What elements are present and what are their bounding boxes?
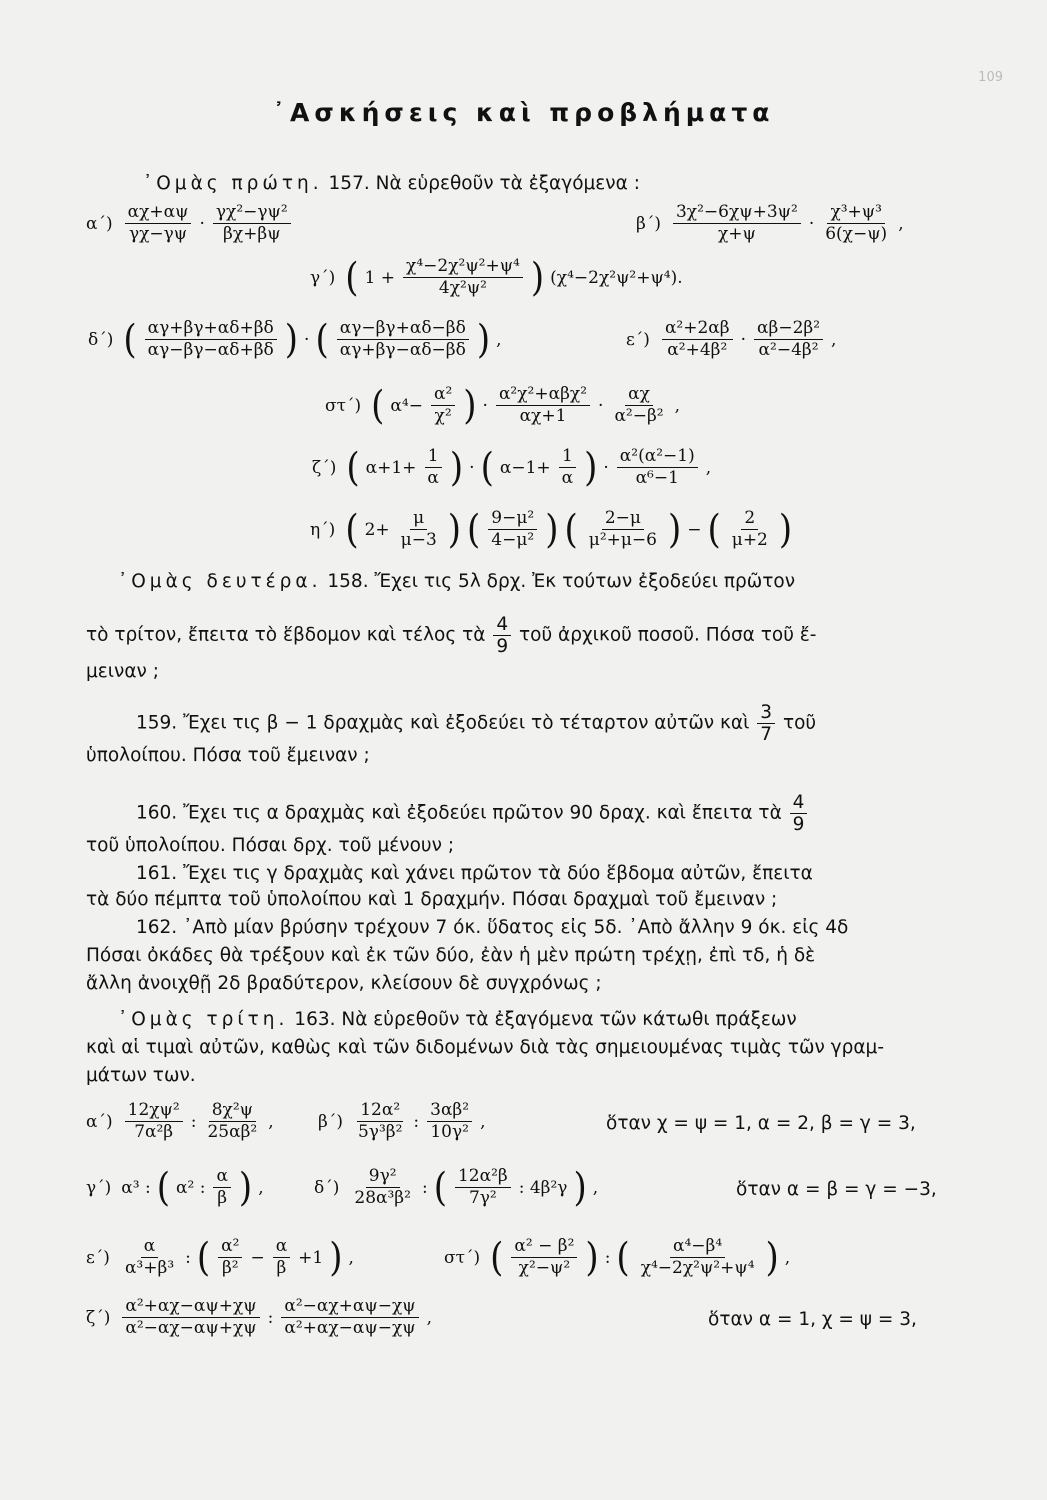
fraction: $\frac{\text{α²+2αβ}}{\text{α²+4β²}}$ [662,318,733,361]
fraction: $\frac{\text{8χ²ψ}}{\text{25αβ²}}$ [207,1100,258,1142]
fraction: $\frac{2-\mu}{\text{μ²+μ−6}}$ [588,508,657,550]
label: ε΄) [626,329,650,350]
problem-162-line2: Πόσαι ὀκάδες θὰ τρέξουν καὶ ἐκ τῶν δύο, ἐὰν ἡ μὲν πρώτη τρέχῃ, ἐπὶ τδ, ἡ δὲ [86,945,816,966]
problem-163-line1: ᾿Ομὰς τρίτη. 163. Νὰ εὑρεθοῦν τὰ ἐξαγόμενα τῶν κάτωθι πράξεων [118,1009,797,1030]
fraction: $\frac{\text{α²(α²−1)}}{\text{α⁶−1}}$ [617,446,698,489]
fraction: $\frac{\text{12χψ²}}{\text{7α²β}}$ [125,1100,183,1143]
label: δ΄) [314,1177,340,1198]
fraction: $\frac{\text{9−μ²}}{\text{4−μ²}}$ [488,508,537,551]
fraction: $\frac{\text{α²}}{\text{β²}}$ [218,1236,242,1279]
problem-160-line1: 160. Ἔχει τις α δραχμὰς καὶ ἐξοδεύει πρῶτον 90 δραχ. καὶ ἔπειτα τὰ $\frac{4}{9}$ [136,792,809,835]
condition-3: ὅταν α = 1, χ = ψ = 3, [708,1309,917,1330]
fraction: $\frac{\text{α⁴−β⁴}}{\text{χ⁴−2χ²ψ²+ψ⁴}}$ [640,1236,755,1278]
fraction: $\frac{\text{α²}}{\text{χ²}}$ [431,384,455,427]
fraction: $\frac{\text{3χ²−6χψ+3ψ²}}{\chi+\psi}$ [673,202,801,245]
fraction: $\frac{\alpha}{\text{α³+β³}}$ [124,1236,175,1278]
fraction: $\frac{\text{12α²}}{\text{5γ³β²}}$ [357,1100,403,1142]
label: στ΄) [444,1247,481,1268]
condition-2: ὅταν α = β = γ = −3, [736,1179,937,1200]
fraction: $\frac{\text{χ³+ψ³}}{6(\chi-\psi)}$ [825,202,888,244]
fraction: $\frac{1}{\alpha}$ [559,446,576,489]
problem-163-line3: μάτων των. [86,1065,196,1086]
exercise-163b: β΄) $\frac{\text{12α²}}{\text{5γ³β²}}$ : $\frac{\text{3αβ²}}{\text{10γ²}}$ , [318,1100,486,1142]
text: 158. Ἔχει τις 5λ δρχ. Ἐκ τούτων ἐξοδεύει πρῶτον [327,571,796,592]
exercise-157g: γ΄) ( 1 + $\frac{\text{χ⁴−2χ²ψ²+ψ⁴}}{\text{4χ²ψ²}}$ ) (χ⁴−2χ²ψ²+ψ⁴). [310,254,683,301]
fraction: $\frac{\text{9γ²}}{\text{28α³β²}}$ [354,1166,411,1208]
group2-heading: ᾿Ομὰς δευτέρα. [118,571,322,592]
exercise-157b: β΄) $\frac{\text{3χ²−6χψ+3ψ²}}{\chi+\psi}$ · $\frac{\text{χ³+ψ³}}{6(\chi-\psi)}$ , [636,202,904,244]
label: α΄) [86,1111,113,1132]
problem-162-line1: 162. ᾿Απὸ μίαν βρύσην τρέχουν 7 όκ. ὕδατος εἰς 5δ. ᾿Απὸ ἄλλην 9 όκ. εἰς 4δ [136,917,849,938]
fraction: $\frac{\text{α²χ²+αβχ²}}{\alpha\chi+1}$ [496,384,590,427]
problem-160-line2: τοῦ ὑπολοίπου. Πόσαι δρχ. τοῦ μένουν ; [86,835,455,856]
exercise-157e: ε΄) $\frac{\text{α²+2αβ}}{\text{α²+4β²}}$ · $\frac{\text{αβ−2β²}}{\text{α²−4β²}}$ , [626,318,837,360]
label: ζ΄) [86,1307,111,1328]
page-title: ᾿Ασκήσεις καὶ προβλήματα [272,98,775,127]
problem-162-line3: ἄλλη ἀνοιχθῇ 2δ βραδύτερον, κλείσουν δὲ συγχρόνως ; [86,973,602,994]
fraction: $\frac{\alpha}{\beta}$ [213,1166,230,1209]
problem-159-line1: 159. Ἔχει τις β − 1 δραχμὰς καὶ ἐξοδεύει τὸ τέταρτον αὐτῶν καὶ $\frac{3}{7}$ τοῦ [136,702,817,745]
exercise-163d: δ΄) $\frac{\text{9γ²}}{\text{28α³β²}}$ : ( $\frac{\text{12α²β}}{\text{7γ²}}$ : 4β²γ ) , [314,1164,599,1211]
exercise-157st: στ΄) ( α⁴− $\frac{\text{α²}}{\text{χ²}}$ ) · $\frac{\text{α²χ²+αβχ²}}{\alpha\chi+1}$ · $\frac{\alpha\chi}{\text{α²−β²}}$ , [325,382,681,429]
label: η΄) [310,519,336,540]
exercise-157h: η΄) ( 2+ $\frac{\mu}{\mu-3}$ ) ( $\frac{\text{9−μ²}}{\text{4−μ²}}$ ) ( $\frac{2-\mu}{\text{μ²+μ−6}}$ ) − ( $\frac{2}{\mu+2}$ ) [310,506,793,553]
exercise-163g: γ΄) α³ : ( α² : $\frac{\alpha}{\beta}$ ) , [86,1164,264,1211]
exercise-163e: ε΄) $\frac{\alpha}{\text{α³+β³}}$ : ( $\frac{\text{α²}}{\text{β²}}$ − $\frac{\alpha}{\beta}$ +1 ) , [86,1234,354,1281]
problem-159-line2: ὑπολοίπου. Πόσα τοῦ ἔμειναν ; [86,745,370,766]
exercise-157z: ζ΄) ( α+1+ $\frac{1}{\alpha}$ ) · ( α−1+ $\frac{1}{\alpha}$ ) · $\frac{\text{α²(α²−1)}}{\text{α⁶−1}}$ , [312,444,712,491]
fraction: $\frac{\text{α²−αχ+αψ−χψ}}{\text{α²+αχ−αψ−χψ}}$ [281,1296,418,1339]
label: β΄) [318,1111,343,1132]
exercise-163z: ζ΄) $\frac{\text{α²+αχ−αψ+χψ}}{\text{α²−αχ−αψ+χψ}}$ : $\frac{\text{α²−αχ+αψ−χψ}}{\text{α²+αχ−αψ−χψ}}$ , [86,1296,433,1338]
group3-heading: ᾿Ομὰς τρίτη. [118,1009,289,1030]
exercise-157a: α΄) $\frac{\alpha\chi+\alpha\psi}{\gamma\chi-\gamma\psi}$ · $\frac{\text{γχ²−γψ²}}{\beta\chi+\beta\psi}$ [86,202,293,245]
label: γ΄) [86,1177,112,1198]
label: α΄) [86,213,113,234]
exercise-157d: δ΄) ( $\frac{\alpha\gamma+\beta\gamma+\alpha\delta+\beta\delta}{\alpha\gamma-\beta\gamma-\alpha\delta+\beta\delta}$ ) · ( $\frac{\alpha\gamma-\beta\gamma+\alpha\delta-\beta\delta}{\alpha\gamma+\beta\gamma-\alpha\delta-\beta\delta}$ ) , [88,316,502,363]
fraction: $\frac{\text{γχ²−γψ²}}{\beta\chi+\beta\psi}$ [213,202,291,245]
exercise-163st: στ΄) ( $\frac{\text{α² − β²}}{\text{χ²−ψ²}}$ ) : ( $\frac{\text{α⁴−β⁴}}{\text{χ⁴−2χ²ψ²+ψ⁴}}$ ) , [444,1234,791,1281]
fraction: $\frac{\text{α² − β²}}{\text{χ²−ψ²}}$ [511,1236,577,1279]
fraction: $\frac{4}{9}$ [493,614,511,657]
problem-163-line2: καὶ αἱ τιμαὶ αὐτῶν, καθὼς καὶ τῶν διδομένων διὰ τὰς σημειουμένας τιμὰς τῶν γραμ- [86,1037,885,1058]
fraction: $\frac{\text{α²+αχ−αψ+χψ}}{\text{α²−αχ−αψ+χψ}}$ [122,1296,259,1339]
label: στ΄) [325,395,362,416]
page-number: 109 [978,70,1003,85]
fraction: $\frac{\text{3αβ²}}{\text{10γ²}}$ [427,1100,472,1143]
fraction: $\frac{\text{αβ−2β²}}{\text{α²−4β²}}$ [754,318,823,361]
fraction: $\frac{4}{9}$ [790,792,808,835]
fraction: $\frac{\mu}{\mu-3}$ [400,508,437,550]
problem-161-line1: 161. Ἔχει τις γ δραχμὰς καὶ χάνει πρῶτον τὰ δύο ἕβδομα αὐτῶν, ἔπειτα [136,863,813,884]
label: δ΄) [88,329,114,350]
fraction: $\frac{\text{12α²β}}{\text{7γ²}}$ [455,1166,511,1209]
label: γ΄) [310,267,336,288]
fraction: $\frac{2}{\mu+2}$ [731,508,768,550]
fraction: $\frac{\alpha\chi}{\text{α²−β²}}$ [614,384,664,426]
label: β΄) [636,213,661,234]
exercise-163a: α΄) $\frac{\text{12χψ²}}{\text{7α²β}}$ : $\frac{\text{8χ²ψ}}{\text{25αβ²}}$ , [86,1100,274,1142]
fraction: $\frac{\alpha\gamma-\beta\gamma+\alpha\delta-\beta\delta}{\alpha\gamma+\beta\gamma-\alpha\delta-\beta\delta}$ [337,318,469,361]
fraction: $\frac{\alpha\chi+\alpha\psi}{\gamma\chi-\gamma\psi}$ [125,202,192,245]
problem-158-line1 [118,570,795,594]
fraction: $\frac{1}{\alpha}$ [424,446,441,489]
group1-heading: ᾿Ομὰς πρώτη. [143,173,323,194]
label: ε΄) [86,1247,110,1268]
problem-157-intro: 157. Νὰ εὑρεθοῦν τὰ ἐξαγόμενα : [328,173,640,194]
problem-161-line2: τὰ δύο πέμπτα τοῦ ὑπολοίπου καὶ 1 δραχμήν. Πόσαι δραχμαὶ τοῦ ἔμειναν ; [86,889,778,910]
problem-158-line3: μειναν ; [86,661,160,682]
problem-158-line2: τὸ τρίτον, ἔπειτα τὸ ἕβδομον καὶ τέλος τὰ $\frac{4}{9}$ τοῦ ἀρχικοῦ ποσοῦ. Πόσα τοῦ ἔ- [86,614,817,657]
fraction: $\frac{3}{7}$ [757,702,775,745]
label: ζ΄) [312,457,337,478]
fraction: $\frac{\alpha\gamma+\beta\gamma+\alpha\delta+\beta\delta}{\alpha\gamma-\beta\gamma-\alpha\delta+\beta\delta}$ [145,318,277,361]
condition-1: ὅταν χ = ψ = 1, α = 2, β = γ = 3, [606,1113,916,1134]
fraction: $\frac{\text{χ⁴−2χ²ψ²+ψ⁴}}{\text{4χ²ψ²}}$ [403,256,523,299]
group1-intro-line [143,172,640,196]
fraction: $\frac{\alpha}{\beta}$ [273,1236,290,1279]
